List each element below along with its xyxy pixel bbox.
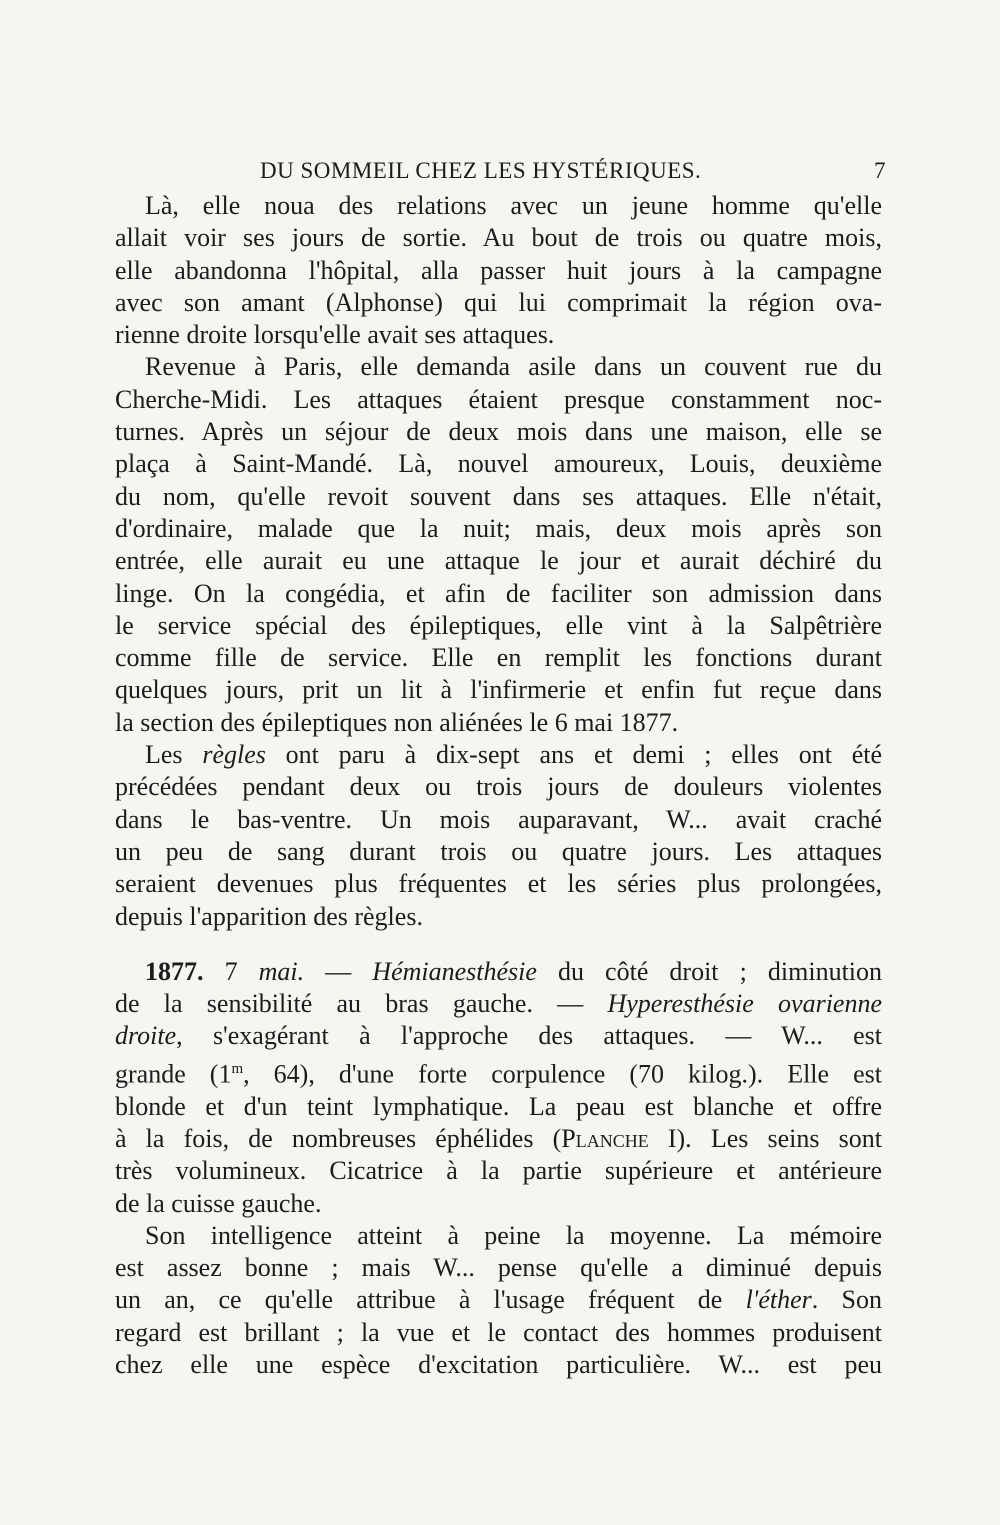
text-line: [115, 1123, 882, 1155]
text-line: comme fille de service. Elle en remplit les fonctions durant: [115, 643, 882, 673]
text-line: de la cuisse gauche.: [115, 1188, 322, 1218]
text-line: avec son amant (Alphonse) qui lui comprimait la région ova-: [115, 287, 882, 317]
text-run: , s'exagérant à l'approche des attaques. — W... est: [176, 1021, 882, 1051]
page-number: 7: [874, 158, 886, 183]
paragraph-2: [115, 351, 882, 739]
text-line: depuis l'apparition des règles.: [115, 901, 423, 931]
text-line: d'ordinaire, malade que la nuit; mais, deux mois après son: [115, 513, 882, 543]
text-line: précédées pendant deux ou trois jours de douleurs violentes: [115, 772, 882, 802]
text-line: [115, 1284, 882, 1316]
text-line: du nom, qu'elle revoit souvent dans ses attaques. Elle n'était,: [115, 481, 882, 511]
text-run: , 64), d'une forte corpulence (70 kilog.). Elle est: [243, 1059, 882, 1089]
text-line: turnes. Après un séjour de deux mois dans une maison, elle se: [115, 417, 882, 447]
text-line: blonde et d'un teint lymphatique. La peau est blanche et offre: [115, 1091, 882, 1121]
book-page: [115, 150, 886, 1381]
text-line: regard est brillant ; la vue et le contact des hommes produisent: [115, 1317, 882, 1347]
unit-superscript: m: [231, 1060, 244, 1077]
entry-year: 1877.: [145, 956, 204, 986]
text-run: . Son: [811, 1285, 882, 1315]
text-line: la section des épileptiques non aliénées le 6 mai 1877.: [115, 707, 679, 737]
emphasis-regles: règles: [202, 740, 266, 770]
text-line: Là, elle noua des relations avec un jeune homme qu'elle: [145, 191, 882, 220]
text-line: très volumineux. Cicatrice à la partie supérieure et antérieure: [115, 1156, 882, 1186]
text-run: —: [304, 956, 373, 986]
text-run: ont paru à dix-sept ans et demi ; elles ont été: [265, 740, 882, 770]
text-run: à la fois, de nombreuses éphélides (: [115, 1123, 562, 1153]
text-line: un peu de sang durant trois ou quatre jours. Les attaques: [115, 836, 882, 866]
text-line: seraient devenues plus fréquentes et les séries plus prolongées,: [115, 869, 882, 899]
clinical-entry: [115, 956, 882, 1220]
running-head: [115, 150, 886, 190]
text-line: Son intelligence atteint à peine la moyenne. La mémoire: [145, 1220, 882, 1250]
text-line: le service spécial des épileptiques, elle vint à la Salpêtrière: [115, 610, 882, 640]
text-line: plaça à Saint-Mandé. Là, nouvel amoureux, Louis, deuxième: [115, 449, 882, 479]
text-line: quelques jours, prit un lit à l'infirmerie et enfin fut reçue dans: [115, 675, 882, 705]
text-line: [115, 1020, 882, 1052]
text-line: [115, 988, 882, 1020]
text-line: [115, 956, 882, 988]
running-title: DU SOMMEIL CHEZ LES HYSTÉRIQUES.: [260, 158, 702, 183]
text-line: rienne droite lorsqu'elle avait ses attaques.: [115, 320, 555, 350]
text-run: un an, ce qu'elle attribue à l'usage fréquent de: [115, 1285, 746, 1315]
paragraph-1: [115, 190, 882, 351]
text-line: allait voir ses jours de sortie. Au bout de trois ou quatre mois,: [115, 223, 882, 253]
text-line: linge. On la congédia, et afin de faciliter son admission dans: [115, 578, 882, 608]
text-line: chez elle une espèce d'excitation particulière. W... est peu: [115, 1350, 882, 1380]
text-line: [115, 739, 882, 771]
text-line: [115, 1053, 882, 1091]
term-hyperesthesie: Hyperesthésie ovarienne: [607, 989, 882, 1019]
entry-month: mai.: [258, 956, 305, 986]
emphasis-ether: l'éther: [745, 1285, 812, 1315]
plate-reference: Planche: [561, 1123, 649, 1153]
text-line: dans le bas-ventre. Un mois auparavant, W... avait craché: [115, 804, 882, 834]
text-run: grande (1: [115, 1059, 232, 1089]
term-droite: droite: [115, 1021, 177, 1051]
paragraph-3: [115, 739, 882, 933]
text-line: elle abandonna l'hôpital, alla passer huit jours à la campagne: [115, 255, 882, 285]
text-run: Les: [145, 740, 203, 770]
text-line: est assez bonne ; mais W... pense qu'elle a diminué depuis: [115, 1253, 882, 1283]
text-run: I). Les seins sont: [648, 1123, 882, 1153]
text-run: du côté droit ; diminution: [536, 956, 883, 986]
text-line: Cherche-Midi. Les attaques étaient presque constamment noc-: [115, 384, 882, 414]
entry-day: 7: [224, 956, 238, 986]
text-line: Revenue à Paris, elle demanda asile dans un couvent rue du: [145, 352, 882, 382]
term-hemianesthesie: Hémianesthésie: [372, 956, 537, 986]
paragraph-final: [115, 1220, 882, 1381]
text-run: de la sensibilité au bras gauche. —: [115, 989, 608, 1019]
text-line: entrée, elle aurait eu une attaque le jour et aurait déchiré du: [115, 546, 882, 576]
